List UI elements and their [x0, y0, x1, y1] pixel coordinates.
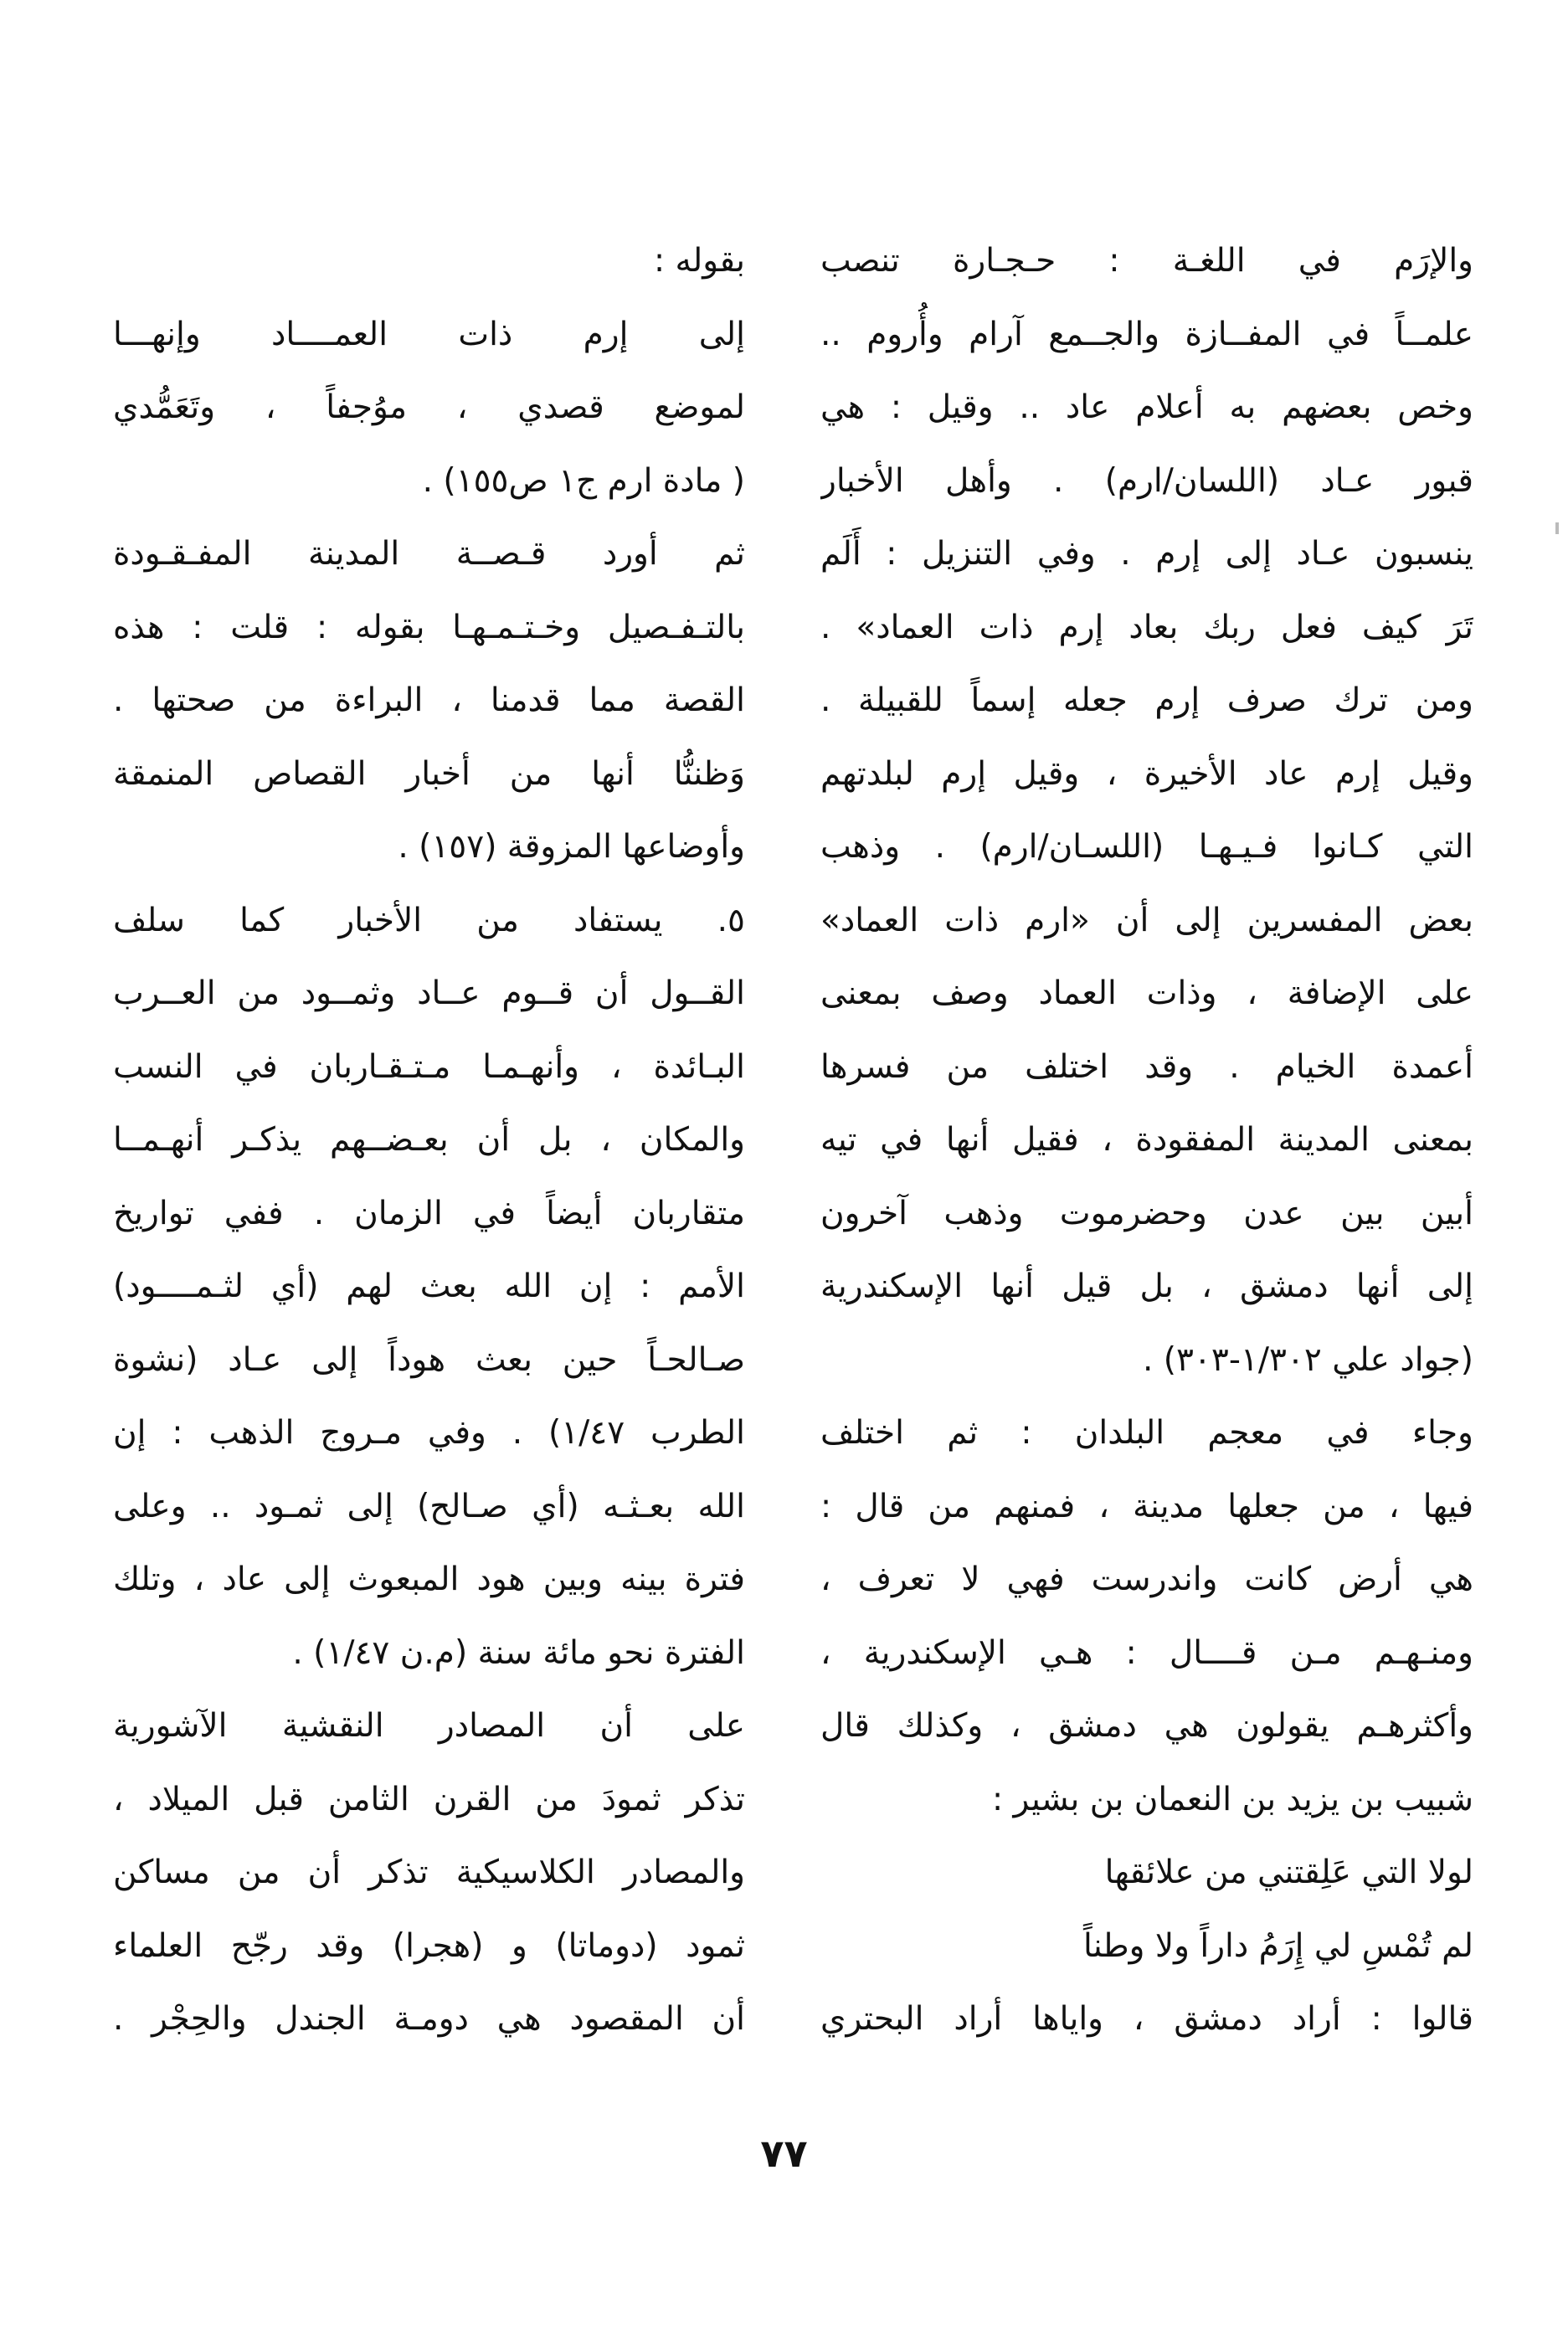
- text-line: ثمود (دوماتا) و (هجرا) وقد رجّح العلماء: [113, 1926, 745, 1965]
- right-text-column: [820, 224, 1473, 2056]
- text-line: شبيب بن يزيد بن النعمان بن بشير :: [991, 1780, 1473, 1818]
- text-line: ثم أورد قـصــة المدينة المفـقـودة: [113, 535, 745, 573]
- text-line: البـائدة ، وأنهـمـا مـتـقـاربان في النسب: [113, 1047, 745, 1086]
- text-line: والمصادر الكلاسيكية تذكر أن من مساكن: [113, 1854, 745, 1891]
- page-number: ٧٧: [760, 2131, 808, 2176]
- text-line: ومن ترك صرف إرم جعله إسماً للقبيلة .: [820, 681, 1473, 719]
- text-line: وَظننُّا أنها من أخبار القصاص المنمقة: [113, 754, 745, 793]
- text-line: أن المقصود هي دومـة الجندل والحِجْر .: [113, 2000, 745, 2038]
- text-line: لولا التي عَلِقتني من علائقها: [1104, 1854, 1473, 1891]
- text-line: الأمم : إن الله بعث لهم (أي لثـمــــود): [113, 1268, 745, 1305]
- text-line: فيها ، من جعلها مدينة ، فمنهم من قال :: [820, 1487, 1473, 1525]
- text-line: فترة بينه وبين هود المبعوث إلى عاد ، وتلك: [113, 1561, 745, 1598]
- text-line: الطرب ١/٤٧) . وفي مـروج الذهب : إن: [113, 1414, 745, 1452]
- text-line: بمعنى المدينة المفقودة ، فقيل أنها في تيه: [820, 1121, 1473, 1159]
- text-line: هي أرض كانت واندرست فهي لا تعرف ،: [820, 1561, 1473, 1598]
- text-line: بالتـفـصيل وخـتـمـهـا بقوله : قلت : هذه: [113, 608, 745, 646]
- text-line: وأوضاعها المزوقة (١٥٧) .: [398, 828, 745, 866]
- text-line: قبور عـاد (اللسان/ارم) . وأهل الأخبار: [820, 461, 1473, 500]
- text-line: لم تُمْسِ لي إِرَمُ داراً ولا وطناً: [1082, 1926, 1473, 1965]
- text-line: ٥. يستفاد من الأخبار كما سلف: [113, 901, 745, 939]
- text-line: القصة مما قدمنا ، البراءة من صحتها .: [113, 681, 745, 719]
- scan-edge-mark: [1555, 522, 1559, 534]
- text-line: وخص بعضهم به أعلام عاد .. وقيل : هي: [820, 388, 1473, 426]
- text-line: إلى أنها دمشق ، بل قيل أنها الإسكندرية: [820, 1268, 1473, 1305]
- text-line: الله بعـثـه (أي صـالح) إلى ثمـود .. وعلى: [113, 1487, 745, 1525]
- text-line: وأكثرهـم يقولون هي دمشق ، وكذلك قال: [820, 1707, 1473, 1745]
- text-line: وجاء في معجم البلدان : ثم اختلف: [820, 1414, 1473, 1452]
- text-line: والمكان ، بل أن بعـضــهم يذكـر أنهـمــا: [113, 1121, 745, 1159]
- text-line: لموضع قصدي ، موُجفاً ، وتَعَمُّدي: [113, 388, 745, 426]
- text-line: على الإضافة ، وذات العماد وصف بمعنى: [820, 975, 1473, 1012]
- text-line: أعمدة الخيام . وقد اختلف من فسرها: [820, 1047, 1473, 1086]
- text-line: أبين بين عدن وحضرموت وذهب آخرون: [820, 1194, 1473, 1232]
- text-line: وقيل إرم عاد الأخيرة ، وقيل إرم لبلدتهم: [820, 754, 1473, 793]
- text-line: القــول أن قــوم عــاد وثمــود من العــرب: [113, 975, 745, 1012]
- text-line: متقاربان أيضاً في الزمان . ففي تواريخ: [113, 1194, 745, 1232]
- text-line: على أن المصادر النقشية الآشورية: [113, 1707, 745, 1745]
- text-line: تذكر ثمودَ من القرن الثامن قبل الميلاد ،: [113, 1780, 745, 1818]
- text-line: صـالحـاً حين بعث هوداً إلى عـاد (نشوة: [113, 1340, 745, 1379]
- text-line: الفترة نحو مائة سنة (م.ن ١/٤٧) .: [292, 1633, 745, 1672]
- text-line: قالوا : أراد دمشق ، واياها أراد البحتري: [820, 2000, 1473, 2038]
- left-text-column: [113, 224, 745, 2056]
- text-line: بعض المفسرين إلى أن «ارم ذات العماد»: [820, 901, 1473, 939]
- text-line: ( مادة ارم ج١ ص١٥٥) .: [422, 461, 745, 500]
- text-line: بقوله :: [653, 242, 745, 280]
- text-line: والإرَم في اللغـة : حـجـارة تنصب: [820, 242, 1473, 280]
- text-line: ينسبون عـاد إلى إرم . وفي التنزيل : أَلَم: [820, 535, 1473, 573]
- text-line: إلى إرم ذات العمــــاد وإنهـــا: [113, 315, 745, 353]
- text-line: ومنـهـم مـن قــــال : هـي الإسكندرية ،: [820, 1633, 1473, 1672]
- text-line: (جواد علي ١/٣٠٢-٣٠٣) .: [1142, 1340, 1473, 1379]
- text-line: تَرَ كيف فعل ربك بعاد إرم ذات العماد» .: [820, 608, 1473, 646]
- text-line: التي كـانوا فـيـهـا (اللسـان/ارم) . وذهب: [820, 828, 1473, 866]
- text-line: علمــاً في المفــازة والجــمع آرام وأُروم ..: [820, 315, 1473, 353]
